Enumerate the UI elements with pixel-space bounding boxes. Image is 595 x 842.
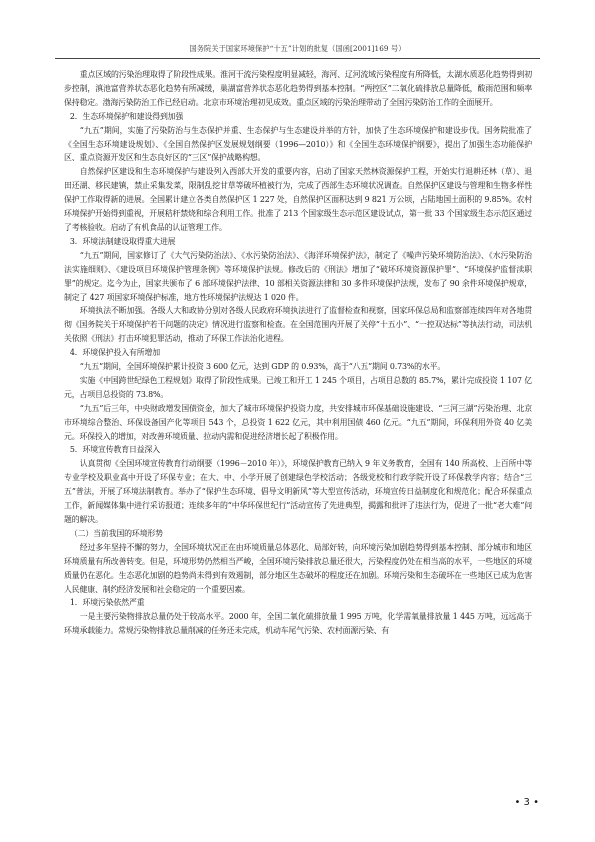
section-heading: 4．环境保护投入有所增加 [69,348,160,358]
body-paragraph: “九五”后三年，中央财政增发国债资金，加大了城市环境保护投资力度，共安排城市环保基础设施建设、“三河三湖”污染治理、北京市环境综合整治、环保设备国产化等项目 543 个，总投资 1 622 亿元，其中利用国债 460 亿元。“九五”期间，环保利用外资 40 亿美元。环保投入的增加，对改善环境质量、拉动内需和促进经济增长起了积极作用。 [64,403,532,441]
document-body [64,68,532,638]
section-heading: 2．生态环境保护和建设得到加强 [69,111,184,121]
body-paragraph: 实施《中国跨世纪绿色工程规划》取得了阶段性成果。已竣工和开工 1 245 个项目，占项目总数的 85.7%，累计完成投资 1 107 亿元，占项目总投资的 73.8%。 [64,375,532,399]
section-heading: 1．环境污染依然严重 [69,598,145,608]
body-paragraph: “九五”期间，国家修订了《大气污染防治法》、《水污染防治法》、《海洋环境保护法》，制定了《噪声污染环境防治法》、《水污染防治法实施细则》、《建设项目环境保护管理条例》等环境保护法规。修改后的《刑法》增加了“破坏环境资源保护罪”、“环境保护监督渎职罪”的规定。迄今为止，国家共颁布了 6 部环境保护法律、10 部相关资源法律和 30 多件环境保护法规，发布了 90 余件环境保护规章，制定了 427 项国家环境保护标准，地方性环境保护法规达 1 020 件。 [64,250,532,302]
body-paragraph: 一是主要污染物排放总量仍处于较高水平。2000 年，全国二氧化硫排放量 1 995 万吨，化学需氧量排放量 1 445 万吨，远远高于环境承载能力。常规污染物排放总量削减的任务还未完成，机动车尾气污染、农村面源污染、有 [64,612,532,636]
section-heading: （二）当前我国的环境形势 [69,528,163,538]
body-paragraph: 环境执法不断加强。各级人大和政协分别对各级人民政府环境执法进行了监督检查和视察，国家环保总局和监察部连续四年对各地贯彻《国务院关于环境保护若干问题的决定》情况进行监察和检查。在全国范围内开展了关停“十五小”、“一控双达标”等执法行动，司法机关依照《刑法》打击环境犯罪活动，推动了环保工作法治化进程。 [64,306,532,344]
body-paragraph: 经过多年坚持不懈的努力，全国环境状况正在由环境质量总体恶化、局部好转，向环境污染加剧趋势得到基本控制、部分城市和地区环境质量有所改善转变。但是，环境形势仍然相当严峻，全国环境污染排放总量还很大，污染程度仍处在相当高的水平，一些地区的环境质量仍在恶化。生态恶化加剧的趋势尚未得到有效遏制，部分地区生态破坏的程度还在加剧。环境污染和生态破坏在一些地区已成为危害人民健康、制约经济发展和社会稳定的一个重要因素。 [64,542,532,594]
body-paragraph: “九五”期间，全国环境保护累计投资 3 600 亿元，达到 GDP 的 0.93%，高于“八五”期间 0.73%的水平。 [79,362,446,372]
body-paragraph: 重点区域的污染治理取得了阶段性成果。淮河干流污染程度明显减轻，海河、辽河流域污染程度有所降低，太湖水质恶化趋势得到初步控制，滇池富营养状态恶化趋势有所减缓，巢湖富营养状态恶化趋势得到基本控制。“两控区”二氧化硫排放总量降低，酸雨范围和频率保持稳定。渤海污染防治工作已经启动。北京市环境治理初见成效。重点区域的污染治理带动了全国污染防治工作的全面展开。 [64,70,532,107]
section-heading: 5．环境宣传教育日益深入 [69,445,160,455]
body-paragraph: 自然保护区建设和生态环境保护与建设列入西部大开发的重要内容，启动了国家天然林资源保护工程，开始实行退耕还林（草）、退田还湖、移民建镇，禁止采集发菜，限制乱挖甘草等破坏植被行为，完成了西部生态环境状况调查。自然保护区建设与管理和生物多样性保护工作取得新的进展。全国累计建立各类自然保护区 1 227 处，自然保护区面积达到 9 821 万公顷，占陆地国土面积的 9.85%。农村环境保护开始得到重视，开展秸秆禁烧和综合利用工作。批准了 213 个国家级生态示范区建设试点，第一批 33 个国家级生态示范区通过了考核验收。启动了有机食品的认证管理工作。 [64,167,532,232]
page-number: • 3 • [514,797,539,808]
section-heading: 3．环境法制建设取得重大进展 [69,236,176,246]
body-paragraph: 认真贯彻《全国环境宣传教育行动纲要（1996－2010 年）》，环境保护教育已纳入 9 年义务教育，全国有 140 所高校、上百所中等专业学校及职业高中开设了环保专业；在大、中、小学开展了创建绿色学校活动；各级党校和行政学院开设了环保教学内容；结合“三五”普法，开展了环境法制教育。举办了“保护生态环境、倡导文明新风”等大型宣传活动，环境宣传日益制度化和规范化；配合环保重点工作，新闻媒体集中进行采访报道；连续多年的“中华环保世纪行”活动宣传了先进典型，揭露和批评了违法行为，促进了一批“老大难”问题的解决。 [64,459,532,524]
body-paragraph: “九五”期间，实施了污染防治与生态保护并重、生态保护与生态建设并举的方针，加快了生态环境保护和建设步伐。国务院批准了《全国生态环境建设规划》、《全国自然保护区发展规划纲要（1996—2010）》和《全国生态环境保护纲要》，提出了加强生态功能保护区、重点资源开发区和生态良好区的“三区”保护战略构想。 [64,125,532,163]
running-header: 国务院关于国家环境保护“十五”计划的批复（国函[2001]169 号） [55,44,540,59]
